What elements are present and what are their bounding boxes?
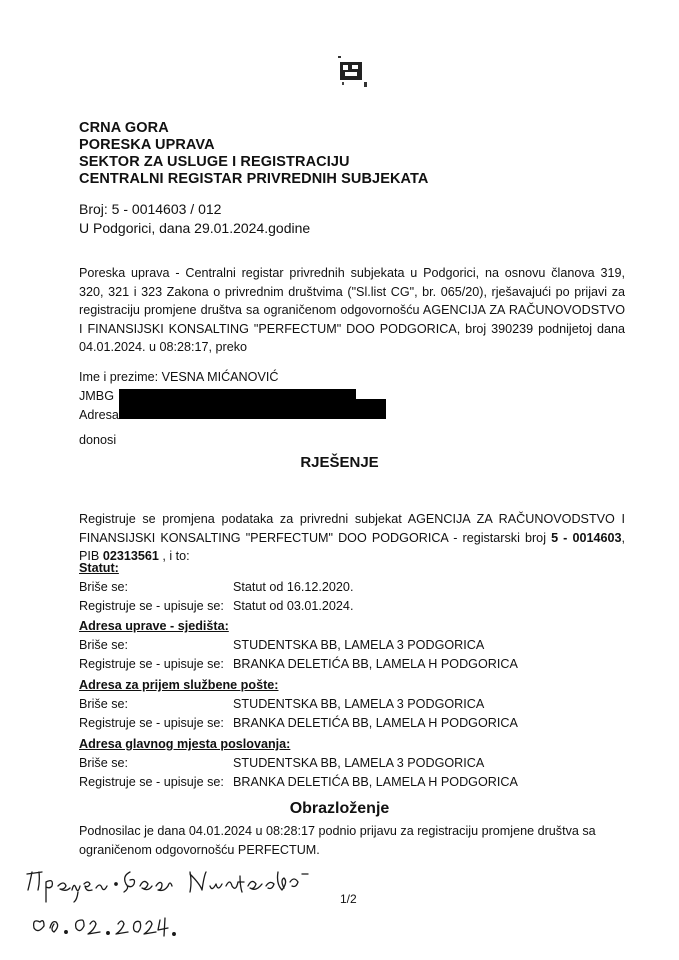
brise-value: STUDENTSKA BB, LAMELA 3 PODGORICA	[233, 697, 485, 711]
brise-label: Briše se:	[79, 697, 128, 711]
decision-title: RJEŠENJE	[300, 454, 379, 471]
handwritten-signature	[22, 862, 312, 942]
pib-number: 02313561	[102, 549, 159, 563]
header-line: CRNA GORA	[79, 120, 169, 136]
page-number: 1/2	[340, 892, 357, 906]
section-title: Adresa glavnog mjesta poslovanja:	[79, 737, 291, 751]
adresa-label: Adresa	[79, 408, 119, 422]
registruje-label: Registruje se - upisuje se:	[79, 716, 224, 730]
section-title: Statut:	[79, 561, 119, 575]
jmbg-label: JMBG	[79, 389, 114, 403]
brise-value: STUDENTSKA BB, LAMELA 3 PODGORICA	[233, 638, 485, 652]
document-header	[79, 120, 429, 188]
registruje-label: Registruje se - upisuje se:	[79, 657, 224, 671]
section-title: Adresa uprave - sjedišta:	[79, 619, 229, 633]
registration-text: , PIB	[79, 530, 625, 563]
applicant-name: Ime i prezime: VESNA MIĆANOVIĆ	[79, 370, 279, 384]
section-adresa-uprave	[79, 617, 518, 674]
explanation-title: Obrazloženje	[289, 800, 390, 817]
header-line: CENTRALNI REGISTAR PRIVREDNIH SUBJEKATA	[79, 171, 429, 187]
section-adresa-poste	[79, 676, 518, 733]
brise-value: Statut od 16.12.2020.	[233, 580, 354, 594]
intro-paragraph: Poreska uprava - Centralni registar privrednih subjekata u Podgorici, na osnovu članova 319, 320, 321 i 323 Zakona o privrednim društvima ("Sl.list CG", br. 065/20), rješavajući po prijavi za registraciju promjene društva sa ograničenom odgovornošću AGENCIJA ZA RAČUNOVODSTVO I FINANSIJSKI KONSALTING "PERFECTUM" DOO PODGORICA, broj 390239 podnijetoj dana 04.01.2024. u 08:28:17, preko	[79, 266, 625, 354]
brise-label: Briše se:	[79, 756, 128, 770]
section-adresa-poslovanja	[79, 735, 518, 792]
registry-number: 5 - 0014603	[551, 530, 622, 545]
header-line: PORESKA UPRAVA	[79, 137, 215, 153]
registruje-value: BRANKA DELETIĆA BB, LAMELA H PODGORICA	[233, 716, 518, 730]
registruje-value: BRANKA DELETIĆA BB, LAMELA H PODGORICA	[233, 775, 518, 789]
explanation-paragraph: Podnosilac je dana 04.01.2024 u 08:28:17 podnio prijavu za registraciju promjene društva sa ograničenom odgovornošću PERFECTUM.	[79, 824, 596, 857]
redaction-bar	[126, 399, 386, 419]
crest-icon	[330, 52, 370, 94]
brise-label: Briše se:	[79, 638, 128, 652]
reference-block	[79, 200, 310, 238]
registration-paragraph	[79, 510, 625, 566]
header-line: SEKTOR ZA USLUGE I REGISTRACIJU	[79, 154, 350, 170]
registruje-label: Registruje se - upisuje se:	[79, 599, 224, 613]
document-date: U Podgorici, dana 29.01.2024.godine	[79, 220, 311, 236]
registration-text: Registruje se promjena podataka za privredni subjekat AGENCIJA ZA RAČUNOVODSTVO I FINANSIJSKI KONSALTING "PERFECTUM" DOO PODGORICA - registarski broj	[79, 512, 625, 545]
brise-label: Briše se:	[79, 580, 128, 594]
registruje-value: BRANKA DELETIĆA BB, LAMELA H PODGORICA	[233, 657, 518, 671]
donosi-text: donosi	[79, 433, 117, 447]
registruje-value: Statut od 03.01.2024.	[233, 599, 354, 613]
registruje-label: Registruje se - upisuje se:	[79, 775, 224, 789]
document-number: Broj: 5 - 0014603 / 012	[79, 201, 222, 217]
section-statut	[79, 559, 353, 616]
section-title: Adresa za prijem službene pošte:	[79, 678, 279, 692]
brise-value: STUDENTSKA BB, LAMELA 3 PODGORICA	[233, 756, 485, 770]
registration-text: , i to:	[158, 549, 190, 563]
